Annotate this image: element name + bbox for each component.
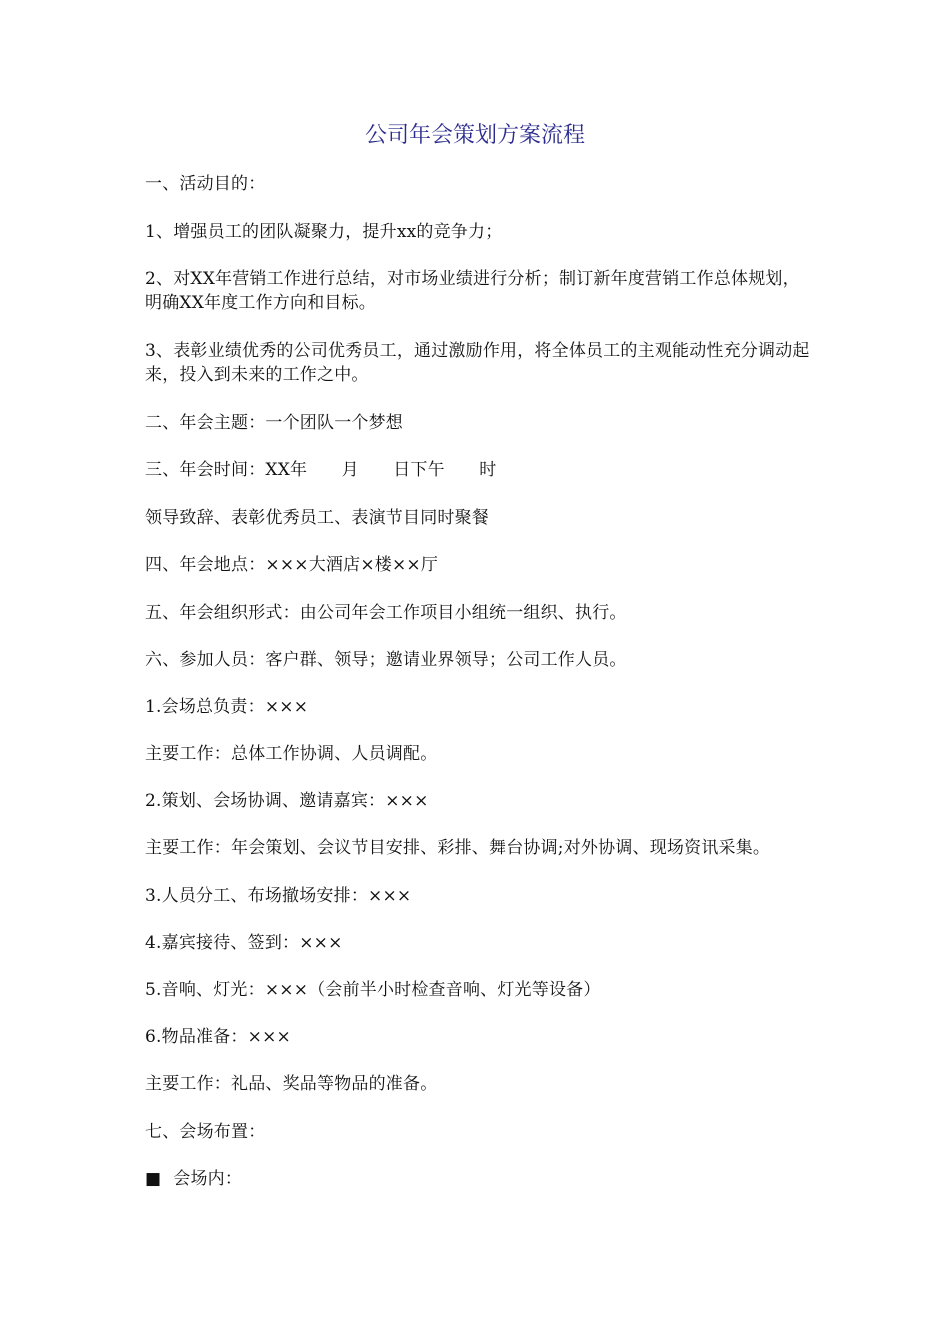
section-heading-purpose: 一、活动目的： xyxy=(145,174,266,194)
role-item-2: 2.策划、会场协调、邀请嘉宾：××× xyxy=(145,791,429,811)
purpose-item-1: 1、增强员工的团队凝聚力，提升xx的竞争力； xyxy=(145,222,503,242)
role-item-5: 5.音响、灯光：×××（会前半小时检查音响、灯光等设备） xyxy=(145,980,601,1000)
role-item-1-duty: 主要工作：总体工作协调、人员调配。 xyxy=(145,744,438,764)
role-item-2-duty: 主要工作：年会策划、会议节目安排、彩排、舞台协调;对外协调、现场资讯采集。 xyxy=(145,838,771,858)
section-heading-attendees: 六、参加人员：客户群、领导；邀请业界领导；公司工作人员。 xyxy=(145,650,627,670)
role-item-1: 1.会场总负责：××× xyxy=(145,697,309,717)
purpose-item-3: 3、表彰业绩优秀的公司优秀员工，通过激励作用，将全体员工的主观能动性充分调动起来，投入到未来的工作之中。 xyxy=(145,341,810,385)
section-heading-location: 四、年会地点：×××大酒店×楼××厅 xyxy=(145,555,439,575)
role-item-6: 6.物品准备：××× xyxy=(145,1027,291,1047)
purpose-item-2: 2、对XX年营销工作进行总结，对市场业绩进行分析；制订新年度营销工作总体规划，明确XX年度工作方向和目标。 xyxy=(145,269,800,313)
square-bullet-icon: ■ xyxy=(145,1169,162,1189)
section-heading-time: 三、年会时间：XX年 月 日下午 时 xyxy=(145,460,497,480)
section-heading-venue-setup: 七、会场布置： xyxy=(145,1122,266,1142)
role-item-3: 3.人员分工、布场撤场安排：××× xyxy=(145,886,412,906)
document-title: 公司年会策划方案流程 xyxy=(364,123,585,148)
section-heading-format: 五、年会组织形式：由公司年会工作项目小组统一组织、执行。 xyxy=(145,603,627,623)
section-heading-theme: 二、年会主题：一个团队一个梦想 xyxy=(145,413,403,433)
bullet-item-inside-venue xyxy=(145,1167,815,1191)
role-item-6-duty: 主要工作：礼品、奖品等物品的准备。 xyxy=(145,1074,438,1094)
agenda-line: 领导致辞、表彰优秀员工、表演节目同时聚餐 xyxy=(145,508,489,528)
role-item-4: 4.嘉宾接待、签到：××× xyxy=(145,933,343,953)
bullet-item-text: 会场内： xyxy=(173,1169,243,1189)
